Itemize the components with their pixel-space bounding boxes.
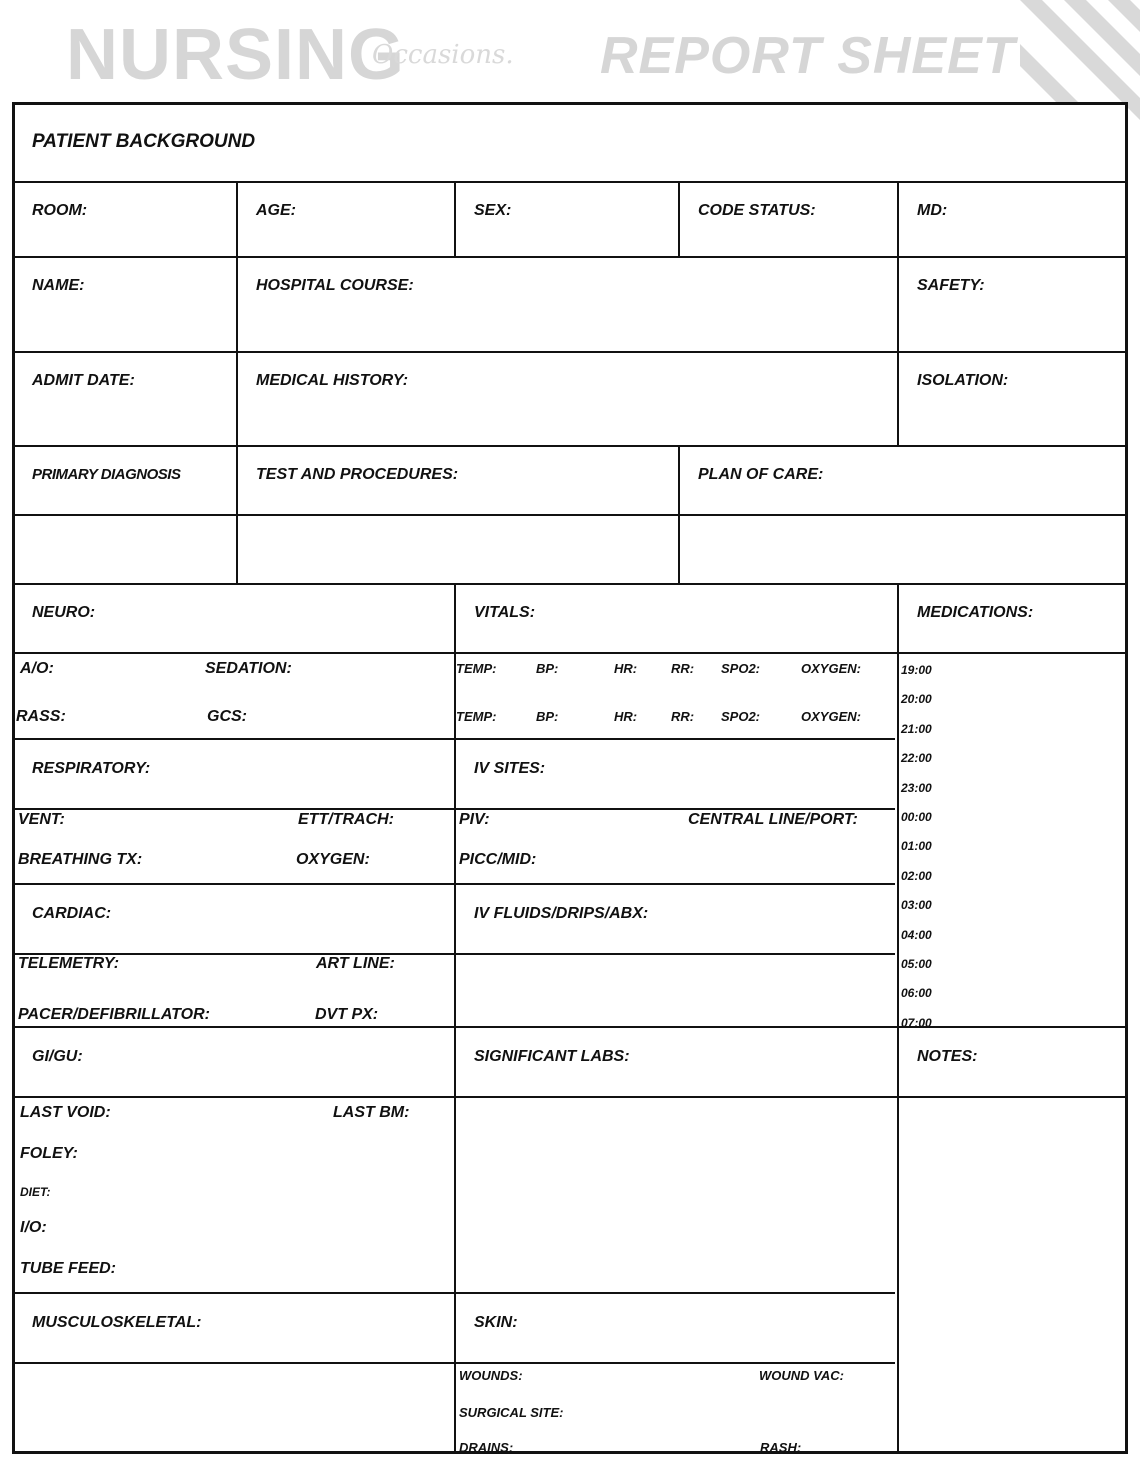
label-dvt-px: DVT PX: (315, 1006, 379, 1023)
label-diet: DIET: (20, 1185, 51, 1199)
label-tube-feed: TUBE FEED: (20, 1260, 116, 1277)
label-oxygen: OXYGEN: (801, 709, 861, 724)
medication-time-slot: 06:00 (901, 986, 932, 1000)
section-title-respiratory: RESPIRATORY: (32, 760, 151, 777)
iv-fluids-field[interactable] (456, 955, 897, 1026)
label-spo2: SPO2: (721, 709, 761, 724)
label-central-line-port: CENTRAL LINE/PORT: (688, 811, 858, 828)
medication-time-slot: 04:00 (901, 928, 932, 942)
label-rass: RASS: (16, 708, 66, 725)
label-wounds: WOUNDS: (459, 1368, 523, 1383)
label-ao: A/O: (20, 660, 54, 677)
notes-field[interactable] (899, 1098, 1125, 1452)
label-bp: BP: (536, 661, 559, 676)
medication-time-slot: 22:00 (901, 751, 932, 765)
test-and-procedures-field[interactable] (238, 516, 678, 583)
label-piv: PIV: (459, 811, 490, 828)
plan-of-care-field[interactable] (680, 516, 1125, 583)
label-test-and-procedures: TEST AND PROCEDURES: (256, 466, 459, 483)
label-oxygen: OXYGEN: (801, 661, 861, 676)
label-surgical-site: SURGICAL SITE: (459, 1405, 564, 1420)
label-breathing-tx: BREATHING TX: (18, 851, 143, 868)
divider (15, 583, 1125, 585)
label-safety: SAFETY: (917, 277, 985, 294)
label-rr: RR: (671, 661, 695, 676)
label-drains: DRAINS: (459, 1440, 514, 1455)
divider (15, 256, 1125, 258)
divider (15, 445, 1125, 447)
section-title-iv-sites: IV SITES: (474, 760, 546, 777)
medication-time-slot: 21:00 (901, 722, 932, 736)
divider (897, 181, 899, 445)
medication-time-slot: 19:00 (901, 663, 932, 677)
label-name: NAME: (32, 277, 85, 294)
label-hr: HR: (614, 709, 638, 724)
label-wound-vac: WOUND VAC: (759, 1368, 844, 1383)
label-hr: HR: (614, 661, 638, 676)
label-sedation: SEDATION: (205, 660, 292, 677)
header-title-nursing: NURSING (66, 15, 406, 95)
label-temp: TEMP: (456, 709, 497, 724)
label-isolation: ISOLATION: (917, 372, 1009, 389)
label-ett-trach: ETT/TRACH: (298, 811, 394, 828)
label-admit-date: ADMIT DATE: (32, 372, 135, 389)
divider (15, 652, 1125, 654)
section-title-gi-gu: GI/GU: (32, 1048, 83, 1065)
divider (15, 1026, 1125, 1028)
label-art-line: ART LINE: (316, 955, 395, 972)
section-title-medications: MEDICATIONS: (917, 604, 1034, 621)
label-md: MD: (917, 202, 948, 219)
header-title-report-sheet: REPORT SHEET (600, 27, 1016, 85)
significant-labs-field[interactable] (456, 1098, 897, 1292)
medication-time-slot: 01:00 (901, 839, 932, 853)
label-io: I/O: (20, 1219, 47, 1236)
label-telemetry: TELEMETRY: (18, 955, 120, 972)
label-rash: RASH: (760, 1440, 802, 1455)
label-medical-history: MEDICAL HISTORY: (256, 372, 409, 389)
section-title-skin: SKIN: (474, 1314, 518, 1331)
section-title-patient-background: PATIENT BACKGROUND (32, 131, 256, 152)
label-gcs: GCS: (207, 708, 247, 725)
musculoskeletal-field[interactable] (15, 1364, 454, 1452)
divider (15, 351, 1125, 353)
header-brand-script: Occasions. (372, 40, 514, 70)
label-spo2: SPO2: (721, 661, 761, 676)
label-foley: FOLEY: (20, 1145, 78, 1162)
medication-time-slot: 23:00 (901, 781, 932, 795)
label-pacer-defibrillator: PACER/DEFIBRILLATOR: (18, 1006, 210, 1023)
label-vent: VENT: (18, 811, 65, 828)
section-title-notes: NOTES: (917, 1048, 978, 1065)
label-plan-of-care: PLAN OF CARE: (698, 466, 824, 483)
divider (678, 181, 680, 256)
medication-time-slot: 00:00 (901, 810, 932, 824)
medication-time-slot: 07:00 (901, 1016, 932, 1030)
label-room: ROOM: (32, 202, 88, 219)
medication-time-slot: 20:00 (901, 692, 932, 706)
label-primary-diagnosis: PRIMARY DIAGNOSIS (32, 466, 181, 483)
divider (15, 181, 1125, 183)
label-last-void: LAST VOID: (20, 1104, 111, 1121)
divider (454, 181, 456, 256)
medication-time-slot: 02:00 (901, 869, 932, 883)
label-bp: BP: (536, 709, 559, 724)
label-sex: SEX: (474, 202, 512, 219)
label-picc-mid: PICC/MID: (459, 851, 537, 868)
label-rr: RR: (671, 709, 695, 724)
section-title-vitals: VITALS: (474, 604, 536, 621)
label-last-bm: LAST BM: (333, 1104, 410, 1121)
label-temp: TEMP: (456, 661, 497, 676)
label-oxygen: OXYGEN: (296, 851, 370, 868)
report-sheet-form (12, 102, 1128, 1454)
label-age: AGE: (256, 202, 296, 219)
medication-time-slot: 03:00 (901, 898, 932, 912)
label-hospital-course: HOSPITAL COURSE: (256, 277, 414, 294)
section-title-iv-fluids: IV FLUIDS/DRIPS/ABX: (474, 905, 649, 922)
section-title-cardiac: CARDIAC: (32, 905, 112, 922)
section-title-neuro: NEURO: (32, 604, 96, 621)
section-title-musculoskeletal: MUSCULOSKELETAL: (32, 1314, 202, 1331)
medication-time-slot: 05:00 (901, 957, 932, 971)
primary-diagnosis-field[interactable] (15, 516, 236, 583)
label-code-status: CODE STATUS: (698, 202, 816, 219)
section-title-significant-labs: SIGNIFICANT LABS: (474, 1048, 630, 1065)
